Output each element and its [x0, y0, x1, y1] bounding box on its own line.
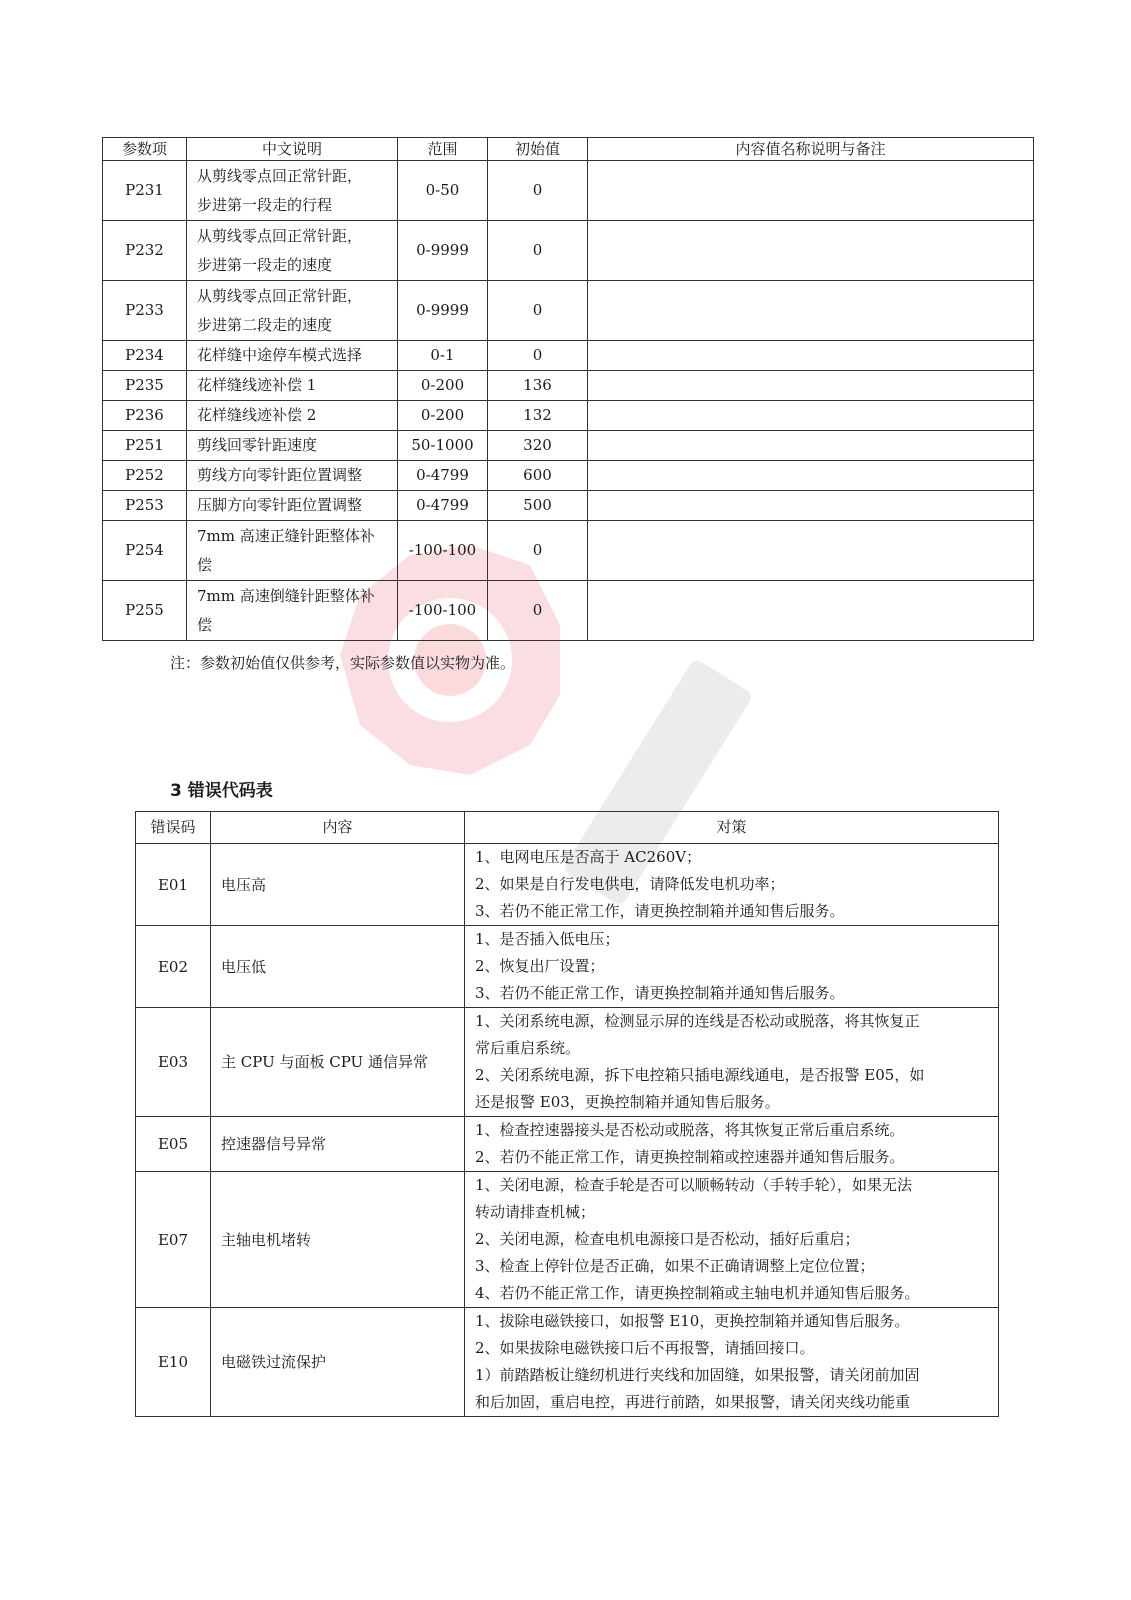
- error-code-cell: E07: [136, 1172, 211, 1308]
- param-note-cell: [588, 461, 1034, 491]
- measure-line: 1、检查控速器接头是否松动或脱落，将其恢复正常后重启系统。: [475, 1121, 905, 1139]
- measure-line: 2、关闭系统电源，拆下电控箱只插电源线通电，是否报警 E05，如: [475, 1066, 925, 1084]
- param-description-cell: [187, 341, 398, 371]
- header-content: 内容: [211, 812, 465, 844]
- param-id-cell: P253: [103, 491, 187, 521]
- param-note-cell: [588, 581, 1034, 641]
- param-range-cell: -100-100: [398, 581, 488, 641]
- description-line: 剪线方向零针距位置调整: [197, 466, 363, 484]
- measure-line: 1、拔除电磁铁接口，如报警 E10，更换控制箱并通知售后服务。: [475, 1312, 910, 1330]
- param-id-cell: P235: [103, 371, 187, 401]
- error-measures-cell: [465, 1308, 999, 1417]
- description-line: 从剪线零点回正常针距，: [197, 286, 363, 305]
- description-line: 花样缝线迹补偿 2: [197, 406, 317, 424]
- error-table-header: [136, 812, 999, 844]
- param-description-cell: [187, 221, 398, 281]
- param-initial-cell: 320: [488, 431, 588, 461]
- param-range-cell: 0-9999: [398, 281, 488, 341]
- header-param-id: 参数项: [103, 138, 187, 161]
- measure-line: 3、若仍不能正常工作，请更换控制箱并通知售后服务。: [475, 984, 845, 1002]
- param-range-cell: 50-1000: [398, 431, 488, 461]
- param-description-cell: [187, 371, 398, 401]
- header-measures: 对策: [465, 812, 999, 844]
- measure-line: 2、恢复出厂设置；: [475, 957, 605, 975]
- param-id-cell: P232: [103, 221, 187, 281]
- description-line: 步进第一段走的行程: [197, 195, 333, 214]
- measure-line: 2、如果拔除电磁铁接口后不再报警，请插回接口。: [475, 1339, 815, 1357]
- param-range-cell: 0-200: [398, 401, 488, 431]
- param-note-cell: [588, 431, 1034, 461]
- param-id-cell: P251: [103, 431, 187, 461]
- table-row: [103, 491, 1034, 521]
- description-line: 步进第二段走的速度: [197, 315, 333, 334]
- error-code-table: [135, 811, 999, 1417]
- measure-line: 2、若仍不能正常工作，请更换控制箱或控速器并通知售后服务。: [475, 1148, 905, 1166]
- param-note-cell: [588, 401, 1034, 431]
- param-initial-cell: 600: [488, 461, 588, 491]
- description-line: 花样缝中途停车模式选择: [197, 346, 363, 364]
- param-description-cell: [187, 581, 398, 641]
- measure-line: 3、检查上停针位是否正确，如果不正确请调整上定位位置；: [475, 1257, 875, 1275]
- measure-line: 4、若仍不能正常工作，请更换控制箱或主轴电机并通知售后服务。: [475, 1284, 920, 1302]
- param-initial-cell: 0: [488, 281, 588, 341]
- param-note-cell: [588, 521, 1034, 581]
- param-range-cell: 0-4799: [398, 461, 488, 491]
- error-code-cell: E02: [136, 926, 211, 1008]
- param-id-cell: P255: [103, 581, 187, 641]
- param-note-cell: [588, 161, 1034, 221]
- header-error-code: 错误码: [136, 812, 211, 844]
- table-row: [103, 161, 1034, 221]
- table-row: [103, 281, 1034, 341]
- param-note-cell: [588, 371, 1034, 401]
- table-row: [136, 844, 999, 926]
- measure-line: 常后重启系统。: [475, 1039, 581, 1057]
- param-id-cell: P236: [103, 401, 187, 431]
- description-line: 7mm 高速正缝针距整体补: [197, 526, 375, 545]
- error-code-cell: E05: [136, 1117, 211, 1172]
- param-description-cell: [187, 461, 398, 491]
- table-footnote: 注：参数初始值仅供参考，实际参数值以实物为准。: [170, 654, 516, 672]
- error-measures-cell: [465, 1117, 999, 1172]
- param-description-cell: [187, 521, 398, 581]
- description-line: 花样缝线迹补偿 1: [197, 376, 317, 394]
- table-row: [103, 341, 1034, 371]
- param-id-cell: P254: [103, 521, 187, 581]
- description-line: 剪线回零针距速度: [197, 436, 318, 454]
- table-row: [103, 431, 1034, 461]
- table-row: [136, 926, 999, 1008]
- param-description-cell: [187, 431, 398, 461]
- description-line: 偿: [197, 615, 213, 634]
- error-measures-cell: [465, 1172, 999, 1308]
- error-code-cell: E10: [136, 1308, 211, 1417]
- param-initial-cell: 0: [488, 341, 588, 371]
- param-range-cell: 0-200: [398, 371, 488, 401]
- param-initial-cell: 132: [488, 401, 588, 431]
- parameter-table-header: [103, 138, 1034, 161]
- measure-line: 3、若仍不能正常工作，请更换控制箱并通知售后服务。: [475, 902, 845, 920]
- param-description-cell: [187, 401, 398, 431]
- table-row: [103, 401, 1034, 431]
- error-content-cell: 电磁铁过流保护: [211, 1308, 465, 1417]
- measure-line: 1、是否插入低电压；: [475, 930, 620, 948]
- table-row: [103, 581, 1034, 641]
- measure-line: 还是报警 E03，更换控制箱并通知售后服务。: [475, 1093, 780, 1111]
- description-line: 从剪线零点回正常针距，: [197, 226, 363, 245]
- param-description-cell: [187, 491, 398, 521]
- table-row: [136, 1117, 999, 1172]
- param-description-cell: [187, 281, 398, 341]
- header-initial-value: 初始值: [488, 138, 588, 161]
- param-initial-cell: 0: [488, 581, 588, 641]
- description-line: 压脚方向零针距位置调整: [197, 496, 363, 514]
- parameter-table: [102, 137, 1034, 641]
- param-range-cell: 0-50: [398, 161, 488, 221]
- param-range-cell: 0-4799: [398, 491, 488, 521]
- measure-line: 1、关闭电源，检查手轮是否可以顺畅转动（手转手轮），如果无法: [475, 1176, 913, 1194]
- table-row: [103, 371, 1034, 401]
- param-range-cell: 0-1: [398, 341, 488, 371]
- error-code-cell: E01: [136, 844, 211, 926]
- error-measures-cell: [465, 844, 999, 926]
- param-id-cell: P252: [103, 461, 187, 491]
- header-notes: 内容值名称说明与备注: [588, 138, 1034, 161]
- error-content-cell: 主轴电机堵转: [211, 1172, 465, 1308]
- error-content-cell: 主 CPU 与面板 CPU 通信异常: [211, 1008, 465, 1117]
- description-line: 偿: [197, 555, 213, 574]
- param-initial-cell: 500: [488, 491, 588, 521]
- section-heading: 3 错误代码表: [170, 781, 273, 801]
- measure-line: 转动请排查机械；: [475, 1203, 596, 1221]
- measure-line: 和后加固，重启电控，再进行前踏，如果报警，请关闭夹线功能重: [475, 1393, 911, 1411]
- measure-line: 2、如果是自行发电供电，请降低发电机功率；: [475, 875, 785, 893]
- param-id-cell: P234: [103, 341, 187, 371]
- error-measures-cell: [465, 926, 999, 1008]
- param-initial-cell: 136: [488, 371, 588, 401]
- description-line: 7mm 高速倒缝针距整体补: [197, 586, 375, 605]
- param-note-cell: [588, 491, 1034, 521]
- measure-line: 1、关闭系统电源，检测显示屏的连线是否松动或脱落，将其恢复正: [475, 1012, 920, 1030]
- error-code-cell: E03: [136, 1008, 211, 1117]
- table-row: [136, 1008, 999, 1117]
- param-initial-cell: 0: [488, 521, 588, 581]
- error-content-cell: 电压低: [211, 926, 465, 1008]
- param-id-cell: P233: [103, 281, 187, 341]
- table-row: [136, 1172, 999, 1308]
- measure-line: 1、电网电压是否高于 AC260V；: [475, 848, 702, 866]
- param-initial-cell: 0: [488, 221, 588, 281]
- description-line: 从剪线零点回正常针距，: [197, 166, 363, 185]
- error-measures-cell: [465, 1008, 999, 1117]
- param-note-cell: [588, 281, 1034, 341]
- param-initial-cell: 0: [488, 161, 588, 221]
- param-note-cell: [588, 221, 1034, 281]
- table-row: [103, 221, 1034, 281]
- header-range: 范围: [398, 138, 488, 161]
- table-row: [103, 521, 1034, 581]
- header-description: 中文说明: [187, 138, 398, 161]
- table-row: [136, 1308, 999, 1417]
- description-line: 步进第一段走的速度: [197, 255, 333, 274]
- param-note-cell: [588, 341, 1034, 371]
- param-range-cell: -100-100: [398, 521, 488, 581]
- error-content-cell: 控速器信号异常: [211, 1117, 465, 1172]
- param-range-cell: 0-9999: [398, 221, 488, 281]
- measure-line: 2、关闭电源，检查电机电源接口是否松动，插好后重启；: [475, 1230, 860, 1248]
- param-id-cell: P231: [103, 161, 187, 221]
- table-row: [103, 461, 1034, 491]
- param-description-cell: [187, 161, 398, 221]
- measure-line: 1）前踏踏板让缝纫机进行夹线和加固缝，如果报警，请关闭前加固: [475, 1366, 920, 1384]
- error-content-cell: 电压高: [211, 844, 465, 926]
